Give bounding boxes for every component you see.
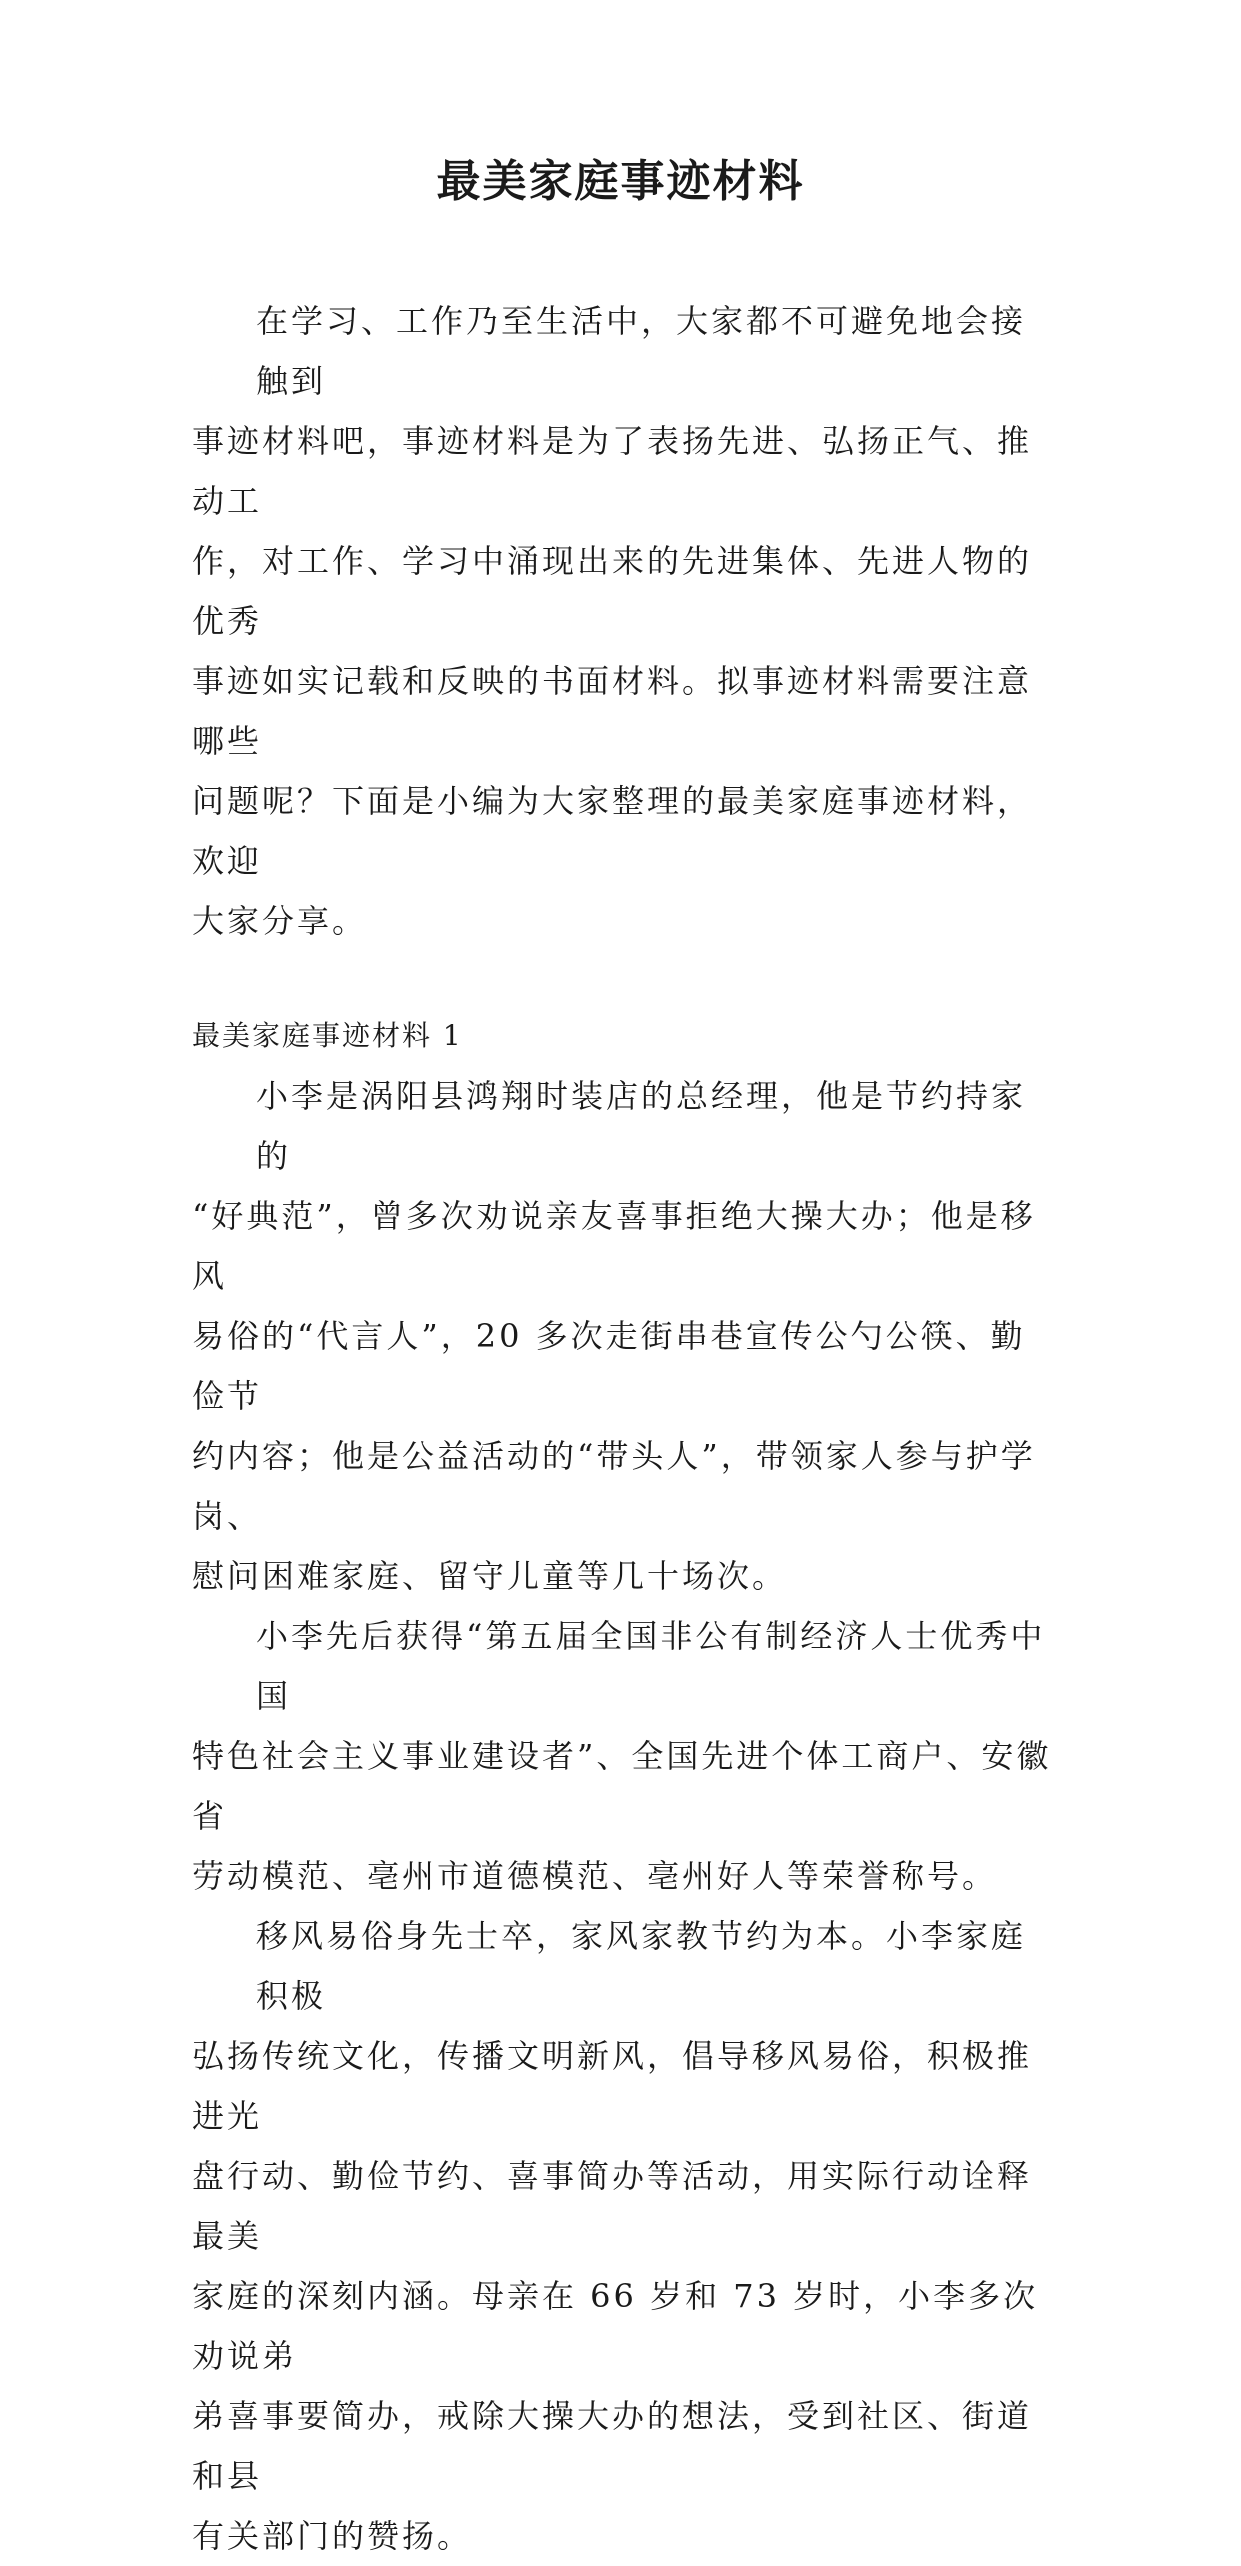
intro-line: 问题呢？下面是小编为大家整理的最美家庭事迹材料，欢迎: [192, 782, 1033, 880]
paragraph-line: 盘行动、勤俭节约、喜事简办等活动，用实际行动诠释最美: [192, 2157, 1033, 2255]
paragraph-line: 弘扬传统文化，传播文明新风，倡导移风易俗，积极推进光: [192, 2037, 1033, 2135]
paragraph-line: 小李先后获得“第五届全国非公有制经济人士优秀中国: [256, 1617, 1046, 1715]
intro-line: 在学习、工作乃至生活中，大家都不可避免地会接触到: [256, 302, 1027, 400]
paragraph-line: 有关部门的赞扬。: [192, 2517, 473, 2555]
intro-paragraph: [192, 291, 1056, 951]
paragraph-line: 小李是涡阳县鸿翔时装店的总经理，他是节约持家的: [256, 1077, 1027, 1175]
paragraph-line: 慰问困难家庭、留守儿童等几十场次。: [192, 1557, 788, 1595]
paragraph-line: “好典范”，曾多次劝说亲友喜事拒绝大操大办；他是移风: [192, 1197, 1036, 1295]
document-title: 最美家庭事迹材料: [436, 156, 805, 207]
paragraph-line: 劳动模范、亳州市道德模范、亳州好人等荣誉称号。: [192, 1857, 998, 1895]
paragraph-line: 家庭的深刻内涵。母亲在 66 岁和 73 岁时，小李多次劝说弟: [192, 2277, 1039, 2375]
section-gap: [192, 951, 1056, 1006]
section-paragraph-3: [192, 1906, 1056, 2566]
paragraph-line: 弟喜事要简办，戒除大操大办的想法，受到社区、街道和县: [192, 2397, 1033, 2495]
paragraph-line: 特色社会主义事业建设者”、全国先进个体工商户、安徽省: [192, 1737, 1052, 1835]
paragraph-line: 约内容；他是公益活动的“带头人”，带领家人参与护学岗、: [192, 1437, 1036, 1535]
intro-line: 事迹材料吧，事迹材料是为了表扬先进、弘扬正气、推动工: [192, 422, 1033, 520]
paragraph-line: 移风易俗身先士卒，家风家教节约为本。小李家庭积极: [256, 1917, 1027, 2015]
paragraph-line: 易俗的“代言人”，20 多次走街串巷宣传公勺公筷、勤俭节: [192, 1317, 1026, 1415]
section-paragraph-1: [192, 1066, 1056, 1606]
intro-line: 大家分享。: [192, 902, 368, 940]
section-heading: 最美家庭事迹材料 1: [192, 1019, 463, 1052]
intro-line: 作，对工作、学习中涌现出来的先进集体、先进人物的优秀: [192, 542, 1033, 640]
document-body: [192, 291, 1056, 2566]
section-paragraph-2: [192, 1606, 1056, 1906]
intro-line: 事迹如实记载和反映的书面材料。拟事迹材料需要注意哪些: [192, 662, 1033, 760]
